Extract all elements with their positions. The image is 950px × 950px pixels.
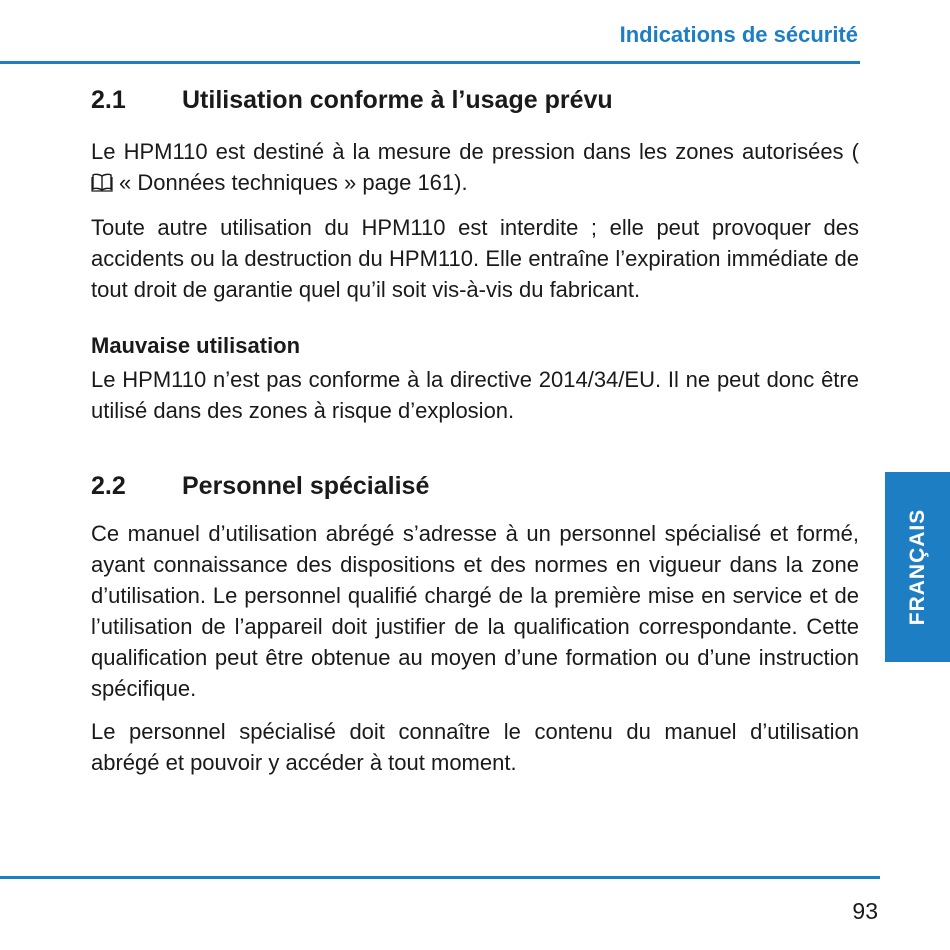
footer-rule	[0, 876, 880, 879]
language-tab-label: FRANÇAIS	[905, 508, 929, 626]
section-2-2-heading	[91, 468, 859, 504]
language-tab	[885, 472, 950, 662]
section-title: Personnel spécialisé	[182, 472, 430, 500]
section-title: Utilisation conforme à l’usage prévu	[182, 86, 613, 114]
section-number: 2.2	[91, 472, 126, 500]
paragraph-qualified-staff: Ce manuel d’utilisation abrégé s’adresse à un personnel spécialisé et formé, ayant connaissance des dispositions et des normes en vigueur dans la zone d’utilisation. Le personnel qualifié chargé de la première mise en service et de l’utilisation de l’appareil doit justifier de la qualification correspondante. Cette qualification peut être obtenue au moyen d’une formation ou d’une instruction spécifique.	[91, 521, 859, 701]
book-icon	[91, 169, 113, 200]
section-2-1-heading	[91, 82, 859, 118]
paragraph-text: Le HPM110 est destiné à la mesure de pression dans les zones autorisées (	[91, 139, 859, 164]
paragraph-manual-access: Le personnel spécialisé doit connaître le contenu du manuel d’utilisation abrégé et pouvoir y accéder à tout moment.	[91, 719, 859, 775]
paragraph-misuse: Le HPM110 n’est pas conforme à la directive 2014/34/EU. Il ne peut donc être utilisé dans des zones à risque d’explosion.	[91, 367, 859, 423]
page-number: 93	[852, 898, 878, 924]
paragraph-prohibited-use: Toute autre utilisation du HPM110 est interdite ; elle peut provoquer des accidents ou la destruction du HPM110. Elle entraîne l’expiration immédiate de tout droit de garantie quel qu’il soit vis-à-vis du fabricant.	[91, 215, 859, 302]
running-header: Indications de sécurité	[619, 22, 858, 47]
page-content	[91, 82, 859, 790]
section-number: 2.1	[91, 86, 126, 114]
header-rule	[0, 61, 860, 64]
paragraph-intended-use	[91, 136, 859, 200]
misuse-heading: Mauvaise utilisation	[91, 333, 301, 358]
paragraph-text: « Données techniques » page 161).	[119, 170, 468, 195]
